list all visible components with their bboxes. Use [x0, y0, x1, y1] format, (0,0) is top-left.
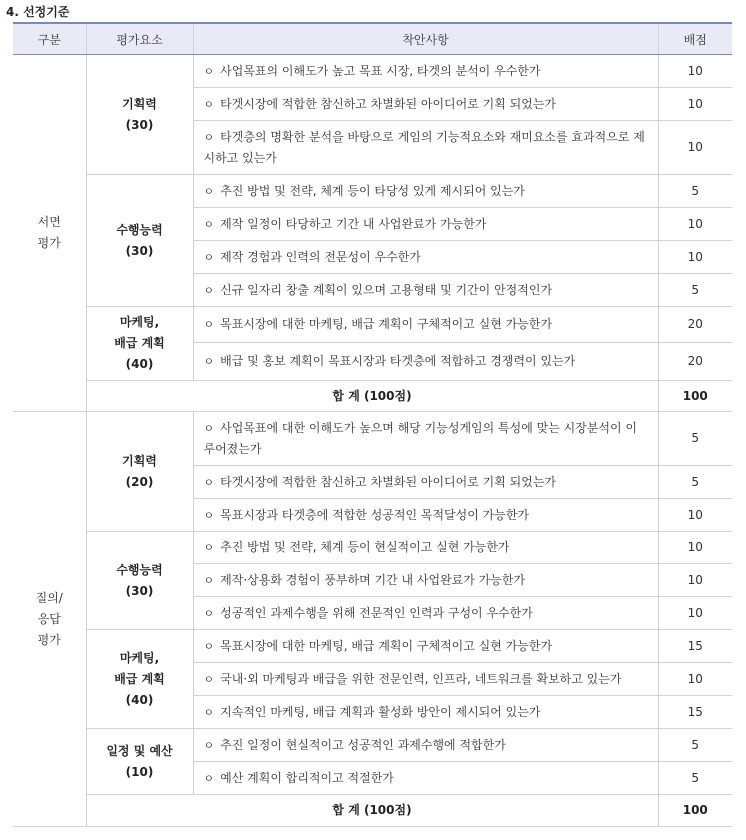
criterion-text: 제작 일정이 타당하고 기간 내 사업완료가 가능한가: [220, 216, 487, 231]
factor-weight: (30): [125, 583, 154, 598]
score-cell: 20: [658, 307, 732, 343]
criterion-cell: [193, 466, 658, 499]
criterion-cell: [193, 343, 658, 381]
criterion-cell: [193, 412, 658, 466]
criterion-text: 사업목표의 이해도가 높고 목표 시장, 타겟의 분석이 우수한가: [220, 63, 541, 78]
bullet-icon: ㅇ: [203, 738, 215, 752]
criterion-text: 타겟시장에 적합한 참신하고 차별화된 아이디어로 기획 되었는가: [220, 96, 557, 111]
bullet-icon: ㅇ: [203, 184, 215, 198]
score-cell: 20: [658, 343, 732, 381]
bullet-icon: ㅇ: [203, 97, 215, 111]
bullet-icon: ㅇ: [203, 475, 215, 489]
criterion-text: 제작·상용화 경험이 풍부하며 기간 내 사업완료가 가능한가: [220, 572, 526, 587]
bullet-icon: ㅇ: [203, 130, 215, 144]
criterion-cell: [193, 597, 658, 630]
criterion-text: 추진 방법 및 전략, 체계 등이 현실적이고 실현 가능한가: [220, 540, 510, 554]
score-cell: 10: [658, 121, 732, 175]
criterion-text: 목표시장과 타겟층에 적합한 성공적인 목적달성이 가능한가: [220, 507, 530, 522]
factor-weight: (40): [125, 692, 154, 707]
factor-cell: [86, 630, 193, 729]
total-row: [13, 795, 732, 827]
section-label-line: 질의/: [35, 590, 63, 605]
criterion-text: 배급 및 홍보 계획이 목표시장과 타겟층에 적합하고 경쟁력이 있는가: [220, 354, 576, 368]
total-label: 합 계 (100점): [86, 795, 658, 827]
criterion-cell: [193, 55, 658, 88]
table-row: [13, 307, 732, 343]
criterion-cell: [193, 762, 658, 795]
bullet-icon: ㅇ: [203, 64, 215, 78]
criterion-text: 예산 계획이 합리적이고 적절한가: [220, 770, 394, 785]
total-row: [13, 381, 732, 412]
factor-cell: [86, 412, 193, 532]
bullet-icon: ㅇ: [203, 250, 215, 264]
score-cell: 15: [658, 630, 732, 663]
criterion-text: 성공적인 과제수행을 위해 전문적인 인력과 구성이 우수한가: [220, 605, 533, 620]
total-score: 100: [658, 381, 732, 412]
score-cell: 5: [658, 729, 732, 762]
criterion-text: 타겟시장에 적합한 참신하고 차별화된 아이디어로 기획 되었는가: [220, 474, 557, 489]
criterion-text: 목표시장에 대한 마케팅, 배급 계획이 구체적이고 실현 가능한가: [220, 317, 553, 331]
score-cell: 15: [658, 696, 732, 729]
criterion-text: 제작 경험과 인력의 전문성이 우수한가: [220, 249, 421, 264]
factor-name: 마케팅,: [119, 315, 160, 329]
criterion-cell: [193, 88, 658, 121]
bullet-icon: ㅇ: [203, 318, 215, 331]
criterion-cell: [193, 564, 658, 597]
factor-name: 배급 계획: [114, 336, 165, 350]
criterion-cell: [193, 630, 658, 663]
criterion-text: 추진 일정이 현실적이고 성공적인 과제수행에 적합한가: [220, 737, 506, 752]
bullet-icon: ㅇ: [203, 541, 215, 554]
criterion-cell: [193, 175, 658, 208]
criterion-cell: [193, 532, 658, 564]
factor-name: 기획력: [122, 96, 157, 111]
table-row: [13, 630, 732, 663]
bullet-icon: ㅇ: [203, 705, 215, 719]
criterion-cell: [193, 663, 658, 696]
factor-name: 수행능력: [116, 562, 163, 577]
score-cell: 10: [658, 499, 732, 532]
criterion-text: 목표시장에 대한 마케팅, 배급 계획이 구체적이고 실현 가능한가: [220, 638, 553, 653]
section-cell-paper: [13, 55, 86, 412]
table-row: [13, 55, 732, 88]
bullet-icon: ㅇ: [203, 573, 215, 587]
selection-criteria-table: [13, 22, 732, 827]
bullet-icon: ㅇ: [203, 771, 215, 785]
factor-name: 수행능력: [116, 222, 163, 237]
section-label-line: 평가: [37, 632, 61, 647]
criterion-text: 지속적인 마케팅, 배급 계획과 활성화 방안이 제시되어 있는가: [220, 704, 541, 719]
bullet-icon: ㅇ: [203, 672, 215, 686]
factor-weight: (30): [125, 117, 154, 132]
score-cell: 10: [658, 597, 732, 630]
bullet-icon: ㅇ: [203, 639, 215, 653]
criterion-cell: [193, 241, 658, 274]
header-criteria: 착안사항: [193, 23, 658, 55]
table-header-row: [13, 23, 732, 55]
criterion-cell: [193, 499, 658, 532]
factor-name: 일정 및 예산: [106, 743, 173, 758]
factor-name: 배급 계획: [114, 671, 165, 686]
factor-weight: (20): [125, 474, 154, 489]
factor-name: 기획력: [122, 453, 157, 468]
score-cell: 5: [658, 762, 732, 795]
section-label-line: 평가: [37, 236, 61, 250]
score-cell: 10: [658, 208, 732, 241]
score-cell: 5: [658, 274, 732, 307]
score-cell: 5: [658, 466, 732, 499]
criterion-text: 추진 방법 및 전략, 체계 등이 타당성 있게 제시되어 있는가: [220, 183, 525, 198]
factor-cell: [86, 55, 193, 175]
criterion-cell: [193, 729, 658, 762]
bullet-icon: ㅇ: [203, 217, 215, 231]
table-row: [13, 532, 732, 564]
criterion-cell: [193, 274, 658, 307]
criterion-text: 신규 일자리 창출 계획이 있으며 고용형태 및 기간이 안정적인가: [220, 282, 553, 297]
section-cell-interview: [13, 412, 86, 827]
bullet-icon: ㅇ: [203, 508, 215, 522]
table-row: [13, 412, 732, 466]
table-row: [13, 175, 732, 208]
section-title: 4. 선정기준: [6, 5, 70, 19]
total-label: 합 계 (100점): [86, 381, 658, 412]
factor-cell: [86, 307, 193, 381]
score-cell: 10: [658, 88, 732, 121]
score-cell: 5: [658, 175, 732, 208]
section-label-line: 서면: [37, 215, 61, 229]
factor-cell: [86, 532, 193, 630]
factor-cell: [86, 175, 193, 307]
table-row: [13, 729, 732, 762]
criterion-cell: [193, 696, 658, 729]
factor-weight: (40): [125, 357, 154, 371]
criterion-cell: [193, 307, 658, 343]
criterion-cell: [193, 121, 658, 175]
bullet-icon: ㅇ: [203, 421, 215, 435]
factor-cell: [86, 729, 193, 795]
header-factor: 평가요소: [86, 23, 193, 55]
bullet-icon: ㅇ: [203, 283, 215, 297]
score-cell: 10: [658, 564, 732, 597]
score-cell: 10: [658, 663, 732, 696]
header-section: 구분: [13, 23, 86, 55]
factor-weight: (10): [125, 764, 154, 779]
criterion-cell: [193, 208, 658, 241]
bullet-icon: ㅇ: [203, 606, 215, 620]
header-points: 배점: [658, 23, 732, 55]
factor-name: 마케팅,: [119, 650, 160, 665]
total-score: 100: [658, 795, 732, 827]
criterion-text: 타겟층의 명확한 분석을 바탕으로 게임의 기능적요소와 재미요소를 효과적으로 제시하고 있는가: [203, 129, 645, 165]
score-cell: 10: [658, 532, 732, 564]
factor-weight: (30): [125, 243, 154, 258]
criterion-text: 국내·외 마케팅과 배급을 위한 전문인력, 인프라, 네트워크를 확보하고 있는가: [220, 671, 622, 686]
section-label-line: 응답: [37, 611, 61, 626]
score-cell: 10: [658, 55, 732, 88]
score-cell: 10: [658, 241, 732, 274]
criterion-text: 사업목표에 대한 이해도가 높으며 해당 기능성게임의 특성에 맞는 시장분석이 이루어졌는가: [203, 420, 638, 456]
score-cell: 5: [658, 412, 732, 466]
bullet-icon: ㅇ: [203, 355, 215, 368]
